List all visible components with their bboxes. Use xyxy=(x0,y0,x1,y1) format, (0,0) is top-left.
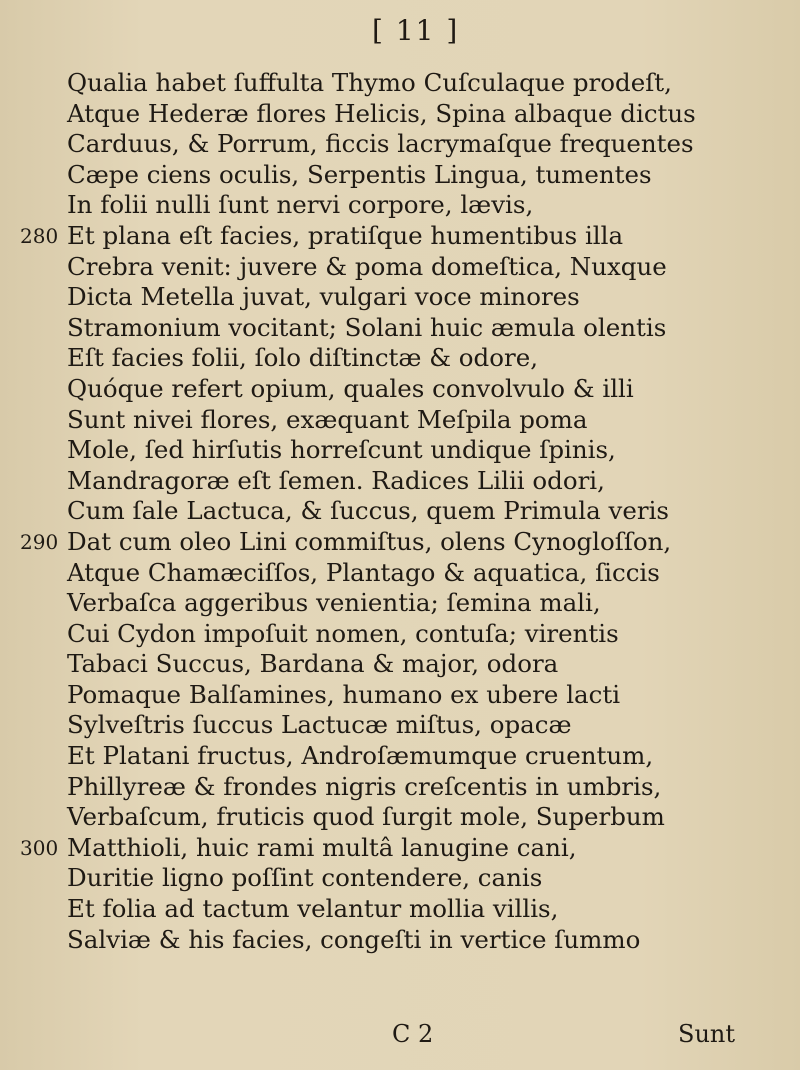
line-text: Crebra venit: juvere & poma domeſtica, Nuxque xyxy=(67,251,667,281)
verse-line xyxy=(0,527,800,558)
line-text: Cæpe ciens oculis, Serpentis Lingua, tumentes xyxy=(67,159,652,189)
line-text: Carduus, & Porrum, ficcis lacrymaſque frequentes xyxy=(67,129,694,159)
line-text: Quóque refert opium, quales convolvulo & illi xyxy=(67,373,634,403)
verse-line xyxy=(0,190,800,221)
verse-line xyxy=(0,619,800,650)
line-text: Verbaſca aggeribus venientia; ſemina mali, xyxy=(67,588,601,618)
line-text: Sunt nivei flores, exæquant Meſpila poma xyxy=(67,404,588,434)
line-text: Duritie ligno poſſint contendere, canis xyxy=(67,863,543,893)
verse-line xyxy=(0,710,800,741)
verse-line xyxy=(0,405,800,436)
verse-line xyxy=(0,772,800,803)
signature-mark: C 2 xyxy=(392,1020,434,1048)
page-footer xyxy=(0,1020,800,1054)
line-text: Dicta Metella juvat, vulgari voce minores xyxy=(67,282,580,312)
verse-line xyxy=(0,252,800,283)
line-text: Et plana eſt facies, pratiſque humentibus illa xyxy=(67,220,624,250)
line-text: Mandragoræ eſt ſemen. Radices Lilii odori, xyxy=(67,465,605,495)
verse-line xyxy=(0,313,800,344)
verse-line xyxy=(0,863,800,894)
line-text: Tabaci Succus, Bardana & major, odora xyxy=(67,649,559,679)
line-text: Cum ſale Lactuca, & ſuccus, quem Primula veris xyxy=(67,496,669,526)
verse-line xyxy=(0,99,800,130)
line-text: Et Platani fructus, Androſæmumque cruentum, xyxy=(67,741,654,771)
verse-line xyxy=(0,894,800,925)
verse-line xyxy=(0,435,800,466)
verse-line xyxy=(0,160,800,191)
verse-line xyxy=(0,282,800,313)
verse-line xyxy=(0,68,800,99)
verse-line xyxy=(0,496,800,527)
line-text: Qualia habet ſuffulta Thymo Cuſculaque prodeſt, xyxy=(67,68,672,97)
verse-line xyxy=(0,741,800,772)
line-text: Et folia ad tactum velantur mollia villis, xyxy=(67,894,559,924)
verse-line xyxy=(0,802,800,833)
verse-line xyxy=(0,680,800,711)
line-text: Salviæ & his facies, congeſti in vertice ſummo xyxy=(67,924,641,954)
verse-line xyxy=(0,588,800,619)
verse-line xyxy=(0,649,800,680)
line-text: In folii nulli ſunt nervi corpore, lævis, xyxy=(67,190,534,220)
line-text: Matthioli, huic rami multâ lanugine cani, xyxy=(67,832,577,862)
verse-block xyxy=(0,68,800,955)
line-text: Pomaque Balſamines, humano ex ubere lacti xyxy=(67,679,621,709)
line-text: Mole, ſed hirſutis horreſcunt undique ſpinis, xyxy=(67,435,616,465)
line-number: 280 xyxy=(20,223,59,248)
line-text: Atque Hederæ flores Helicis, Spina albaque dictus xyxy=(67,98,696,128)
line-text: Sylveſtris ſuccus Lactucæ miſtus, opacæ xyxy=(67,710,572,740)
verse-line xyxy=(0,833,800,864)
verse-line xyxy=(0,558,800,589)
line-number: 290 xyxy=(20,529,59,554)
line-text: Cui Cydon impoſuit nomen, contuſa; virentis xyxy=(67,618,619,648)
line-number: 300 xyxy=(20,835,59,860)
line-text: Eſt facies folii, ſolo diſtinctæ & odore, xyxy=(67,343,538,373)
verse-line xyxy=(0,343,800,374)
line-text: Phillyreæ & frondes nigris creſcentis in umbris, xyxy=(67,771,662,801)
line-text: Stramonium vocitant; Solani huic æmula olentis xyxy=(67,312,667,342)
line-text: Verbaſcum, fruticis quod ſurgit mole, Superbum xyxy=(67,802,665,832)
verse-line xyxy=(0,221,800,252)
line-text: Atque Chamæciſſos, Plantago & aquatica, ſiccis xyxy=(67,557,660,587)
verse-line xyxy=(0,466,800,497)
verse-line xyxy=(0,374,800,405)
catchword: Sunt xyxy=(678,1020,735,1048)
verse-line xyxy=(0,129,800,160)
line-text: Dat cum oleo Lini commiſtus, olens Cynogloſſon, xyxy=(67,526,672,556)
page-number: [ 11 ] xyxy=(372,14,460,47)
verse-line xyxy=(0,925,800,956)
